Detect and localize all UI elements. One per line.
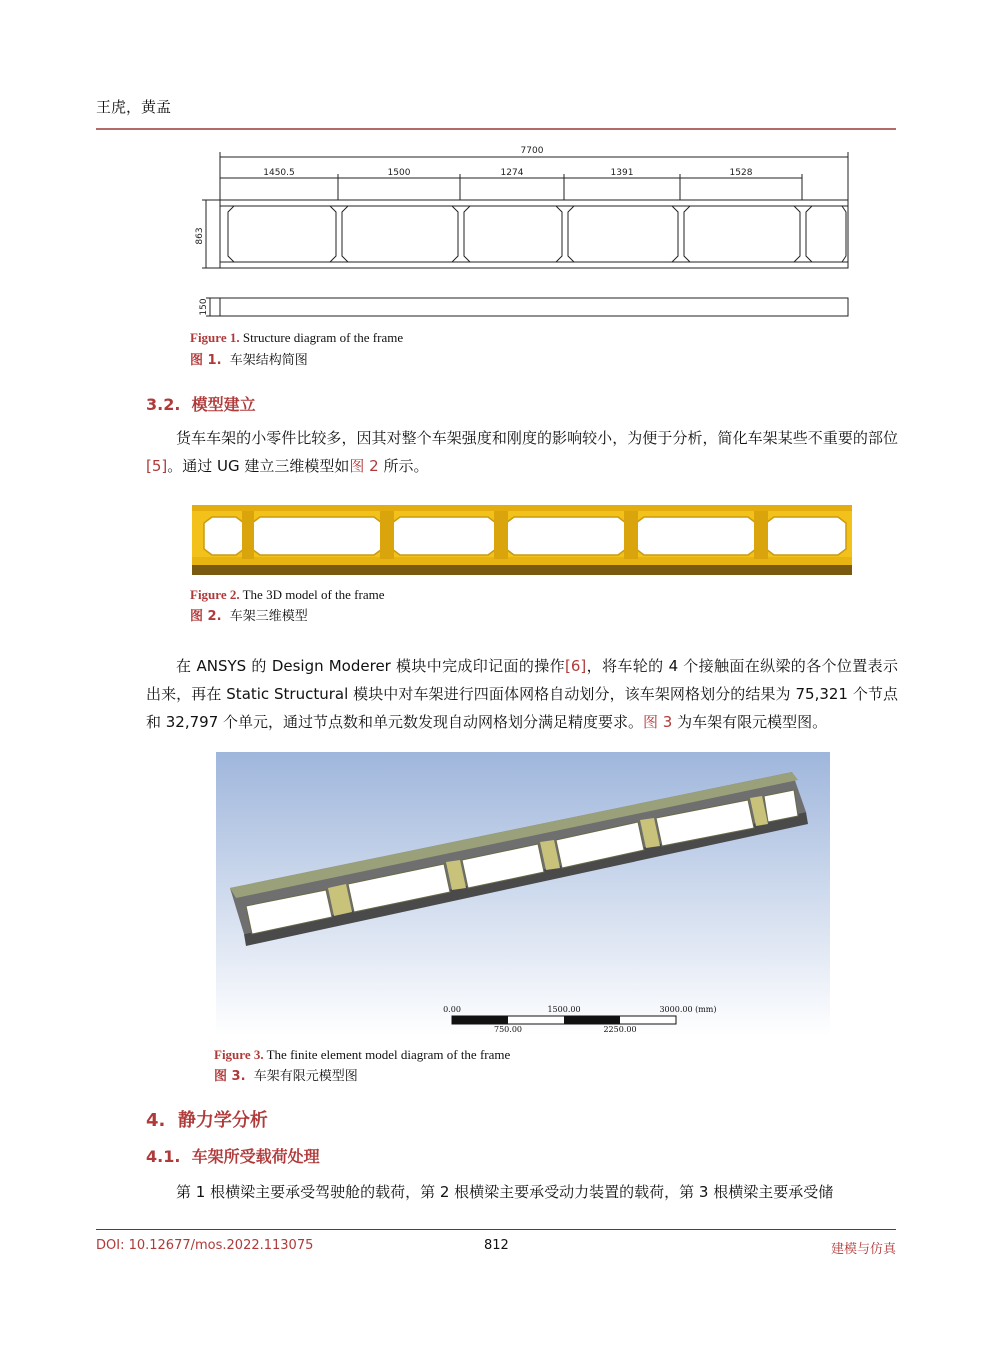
figure2-text-en: The 3D model of the frame — [242, 587, 385, 602]
figure3-text-en: The finite element model diagram of the frame — [266, 1047, 511, 1062]
figure3-text-cn: 车架有限元模型图 — [253, 1069, 358, 1084]
dim-height: 863 — [195, 227, 205, 245]
section-4-1-heading — [146, 1144, 320, 1167]
header-authors: 王虎，黄孟 — [96, 98, 172, 116]
ref-6-link[interactable]: [6] — [565, 657, 587, 675]
figure1-caption-cn — [190, 349, 308, 368]
ref-figure3-link[interactable]: 图 3 — [643, 713, 673, 731]
section-3-2-title: 模型建立 — [191, 395, 256, 414]
para-3-2-a: 货车车架的小零件比较多，因其对整个车架强度和刚度的影响较小，为便于分析，简化车架某些不重要的部位 — [176, 429, 898, 447]
section-4-1-number: 4.1. — [146, 1147, 181, 1166]
section-4-1-paragraph — [146, 1178, 898, 1206]
figure3-fe-model — [216, 752, 830, 1036]
figure2-3d-model — [192, 505, 854, 577]
section-3-2-number: 3.2. — [146, 395, 181, 414]
para-4-1: 第 1 根横梁主要承受驾驶舱的载荷，第 2 根横梁主要承受动力装置的载荷，第 3 根横梁主要承受储 — [176, 1183, 834, 1201]
header-rule — [96, 128, 896, 130]
figure3-label-en: Figure 3. — [214, 1047, 264, 1062]
dim-seg-2: 1500 — [387, 168, 411, 178]
figure1-diagram — [190, 140, 860, 320]
section-3-2-paragraph — [146, 424, 898, 480]
figure3-label-cn: 图 3. — [214, 1069, 246, 1084]
scale-0: 0.00 — [443, 1005, 461, 1014]
dim-seg-3: 1274 — [500, 168, 524, 178]
para-ansys-b: ，将车轮的 4 个接触面在纵梁的各个位置表示出来，再在 Static Structural 模块中对车架进行四面体网格自动划分，该车架网格划分的结果为 75,321 个节点和 32,797 个单元，通过节点数和单元数发现自动网格划分满足精度要求。 — [146, 657, 898, 731]
section-4-number: 4. — [146, 1110, 166, 1131]
figure2-label-en: Figure 2. — [190, 587, 240, 602]
scale-750: 750.00 — [494, 1025, 522, 1034]
figure2-caption-cn — [190, 605, 308, 624]
figure1-label-en: Figure 1. — [190, 330, 240, 345]
figure3-caption-en — [214, 1047, 510, 1063]
footer-doi[interactable]: DOI: 10.12677/mos.2022.113075 — [96, 1238, 314, 1253]
dim-total: 7700 — [520, 146, 544, 156]
figure1-caption-en — [190, 330, 403, 346]
scale-1500: 1500.00 — [547, 1005, 581, 1014]
figure1-text-cn: 车架结构简图 — [229, 353, 308, 368]
ansys-paragraph — [146, 652, 898, 736]
figure2-text-cn: 车架三维模型 — [229, 609, 308, 624]
ref-5-link[interactable]: [5] — [146, 457, 168, 475]
dim-seg-1: 1450.5 — [263, 168, 295, 178]
para-3-2-b: 。通过 UG 建立三维模型如 — [167, 457, 350, 475]
para-ansys-a: 在 ANSYS 的 Design Moderer 模块中完成印记面的操作 — [176, 657, 565, 675]
figure1-text-en: Structure diagram of the frame — [242, 330, 404, 345]
footer-page-number: 812 — [484, 1238, 509, 1253]
figure3-caption-cn — [214, 1065, 358, 1084]
ref-figure2-link[interactable]: 图 2 — [349, 457, 379, 475]
figure2-caption-en — [190, 587, 384, 603]
scale-2250: 2250.00 — [603, 1025, 637, 1034]
section-3-2-heading — [146, 392, 256, 415]
scale-3000: 3000.00 (mm) — [659, 1005, 717, 1014]
dim-seg-5: 1528 — [729, 168, 753, 178]
footer-journal: 建模与仿真 — [830, 1242, 896, 1257]
figure1-label-cn: 图 1. — [190, 353, 222, 368]
para-ansys-c: 为车架有限元模型图。 — [672, 713, 828, 731]
dim-seg-4: 1391 — [610, 168, 634, 178]
section-4-title: 静力学分析 — [177, 1110, 268, 1131]
section-4-heading — [146, 1106, 268, 1132]
para-3-2-c: 所示。 — [378, 457, 429, 475]
section-4-1-title: 车架所受载荷处理 — [191, 1147, 320, 1166]
footer-rule — [96, 1229, 896, 1230]
figure2-label-cn: 图 2. — [190, 609, 222, 624]
dim-side: 150 — [199, 298, 209, 316]
